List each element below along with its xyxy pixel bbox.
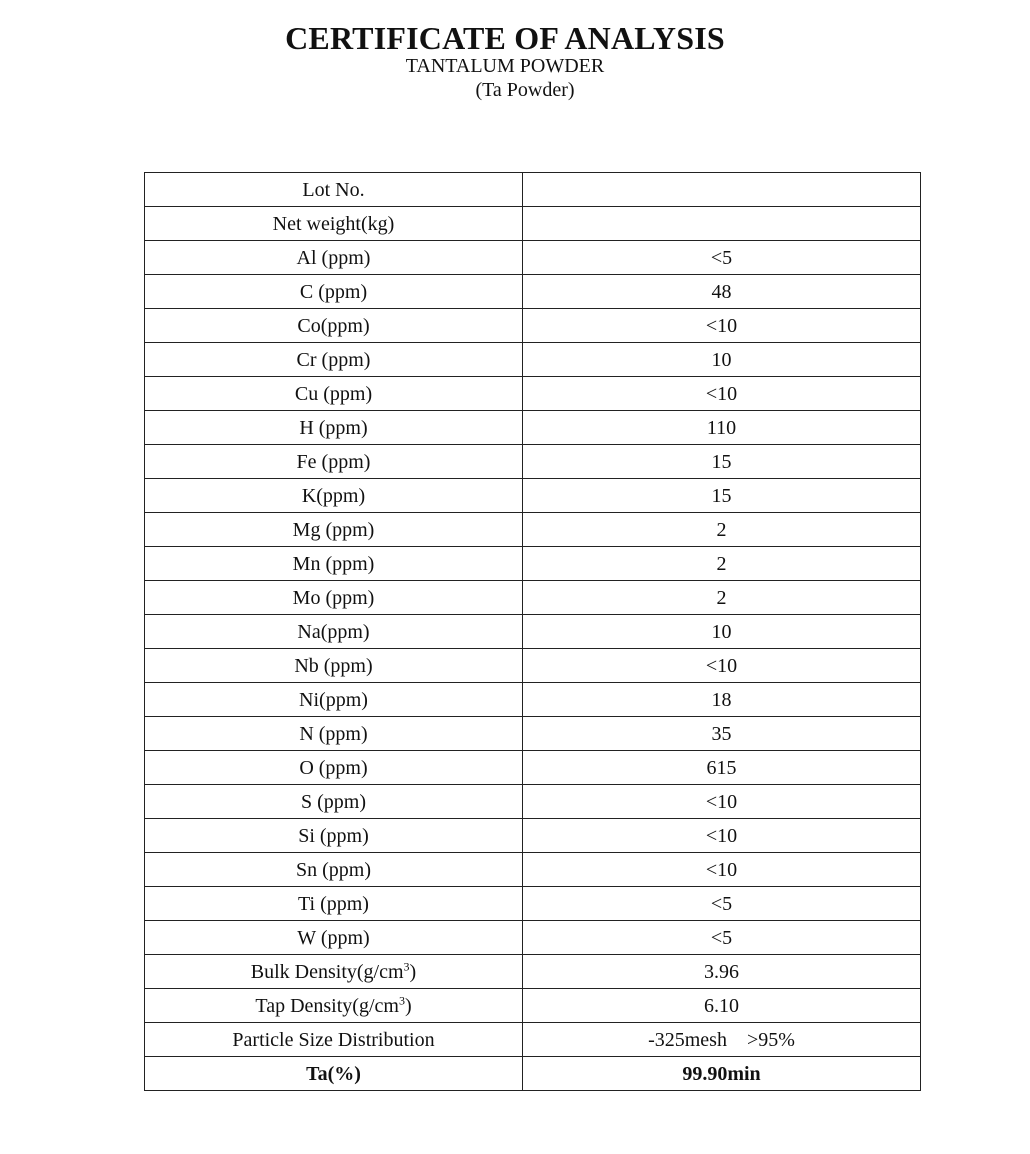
table-row [145,853,921,887]
row-label: Nb (ppm) [145,649,523,683]
row-label: C (ppm) [145,275,523,309]
table-row [145,921,921,955]
row-value: 10 [523,343,921,377]
document-title: CERTIFICATE OF ANALYSIS [285,20,725,56]
table-row [145,343,921,377]
row-value: 18 [523,683,921,717]
row-value: 2 [523,581,921,615]
table-row-particle-size [145,1023,921,1057]
table-row [145,309,921,343]
row-value: <10 [523,377,921,411]
table-row [145,717,921,751]
row-value: -325mesh >95% [523,1023,921,1057]
row-label: Ta(%) [145,1057,523,1091]
row-label: Na(ppm) [145,615,523,649]
row-label: Mg (ppm) [145,513,523,547]
table-row [145,751,921,785]
row-value: 15 [523,479,921,513]
table-row [145,173,921,207]
row-label: Si (ppm) [145,819,523,853]
row-label: Net weight(kg) [145,207,523,241]
row-value [523,173,921,207]
row-value: <10 [523,853,921,887]
row-value: <5 [523,887,921,921]
row-label: Fe (ppm) [145,445,523,479]
row-value: 99.90min [523,1057,921,1091]
row-label: K(ppm) [145,479,523,513]
row-value: 615 [523,751,921,785]
row-value: 15 [523,445,921,479]
row-value: 2 [523,547,921,581]
table-row [145,411,921,445]
table-row [145,513,921,547]
row-label: Cr (ppm) [145,343,523,377]
document-subtitle: TANTALUM POWDER [405,55,605,77]
bulk-density-label: Bulk Density(g/cm [250,960,404,983]
tap-density-label: Tap Density(g/cm [255,994,399,1017]
row-label: Co(ppm) [145,309,523,343]
analysis-table [144,172,921,1091]
row-label: Mo (ppm) [145,581,523,615]
row-value: 35 [523,717,921,751]
row-value: 6.10 [523,989,921,1023]
table-row [145,887,921,921]
table-row-bulk-density [145,955,921,989]
table-row-tap-density [145,989,921,1023]
row-value: 48 [523,275,921,309]
table-row [145,785,921,819]
row-label: H (ppm) [145,411,523,445]
table-row [145,649,921,683]
table-row [145,819,921,853]
row-value: 2 [523,513,921,547]
row-label [145,989,523,1023]
label-close-paren: ) [404,994,412,1017]
table-row [145,615,921,649]
superscript-three: 3 [398,992,405,1007]
label-close-paren: ) [409,960,417,983]
table-row [145,479,921,513]
table-row [145,547,921,581]
table-row [145,683,921,717]
table-row [145,445,921,479]
row-label: N (ppm) [145,717,523,751]
row-label: Lot No. [145,173,523,207]
row-value [523,207,921,241]
superscript-three: 3 [403,958,410,973]
table-row [145,275,921,309]
row-label: S (ppm) [145,785,523,819]
row-label: Ti (ppm) [145,887,523,921]
row-label: Mn (ppm) [145,547,523,581]
row-label: Sn (ppm) [145,853,523,887]
row-value: <5 [523,921,921,955]
table-row [145,377,921,411]
row-value: <10 [523,819,921,853]
row-label: Particle Size Distribution [145,1023,523,1057]
row-value: <10 [523,309,921,343]
table-row [145,241,921,275]
row-label: Al (ppm) [145,241,523,275]
table-row [145,581,921,615]
row-value: 3.96 [523,955,921,989]
analysis-table-body [145,173,921,1091]
row-label: O (ppm) [145,751,523,785]
row-label: Cu (ppm) [145,377,523,411]
table-row [145,207,921,241]
row-label: Ni(ppm) [145,683,523,717]
row-value: <10 [523,649,921,683]
row-label [145,955,523,989]
row-value: 10 [523,615,921,649]
row-value: <10 [523,785,921,819]
row-value: 110 [523,411,921,445]
row-value: <5 [523,241,921,275]
row-label: W (ppm) [145,921,523,955]
table-row-ta [145,1057,921,1091]
document-subtitle-formula: (Ta Powder) [475,79,575,101]
